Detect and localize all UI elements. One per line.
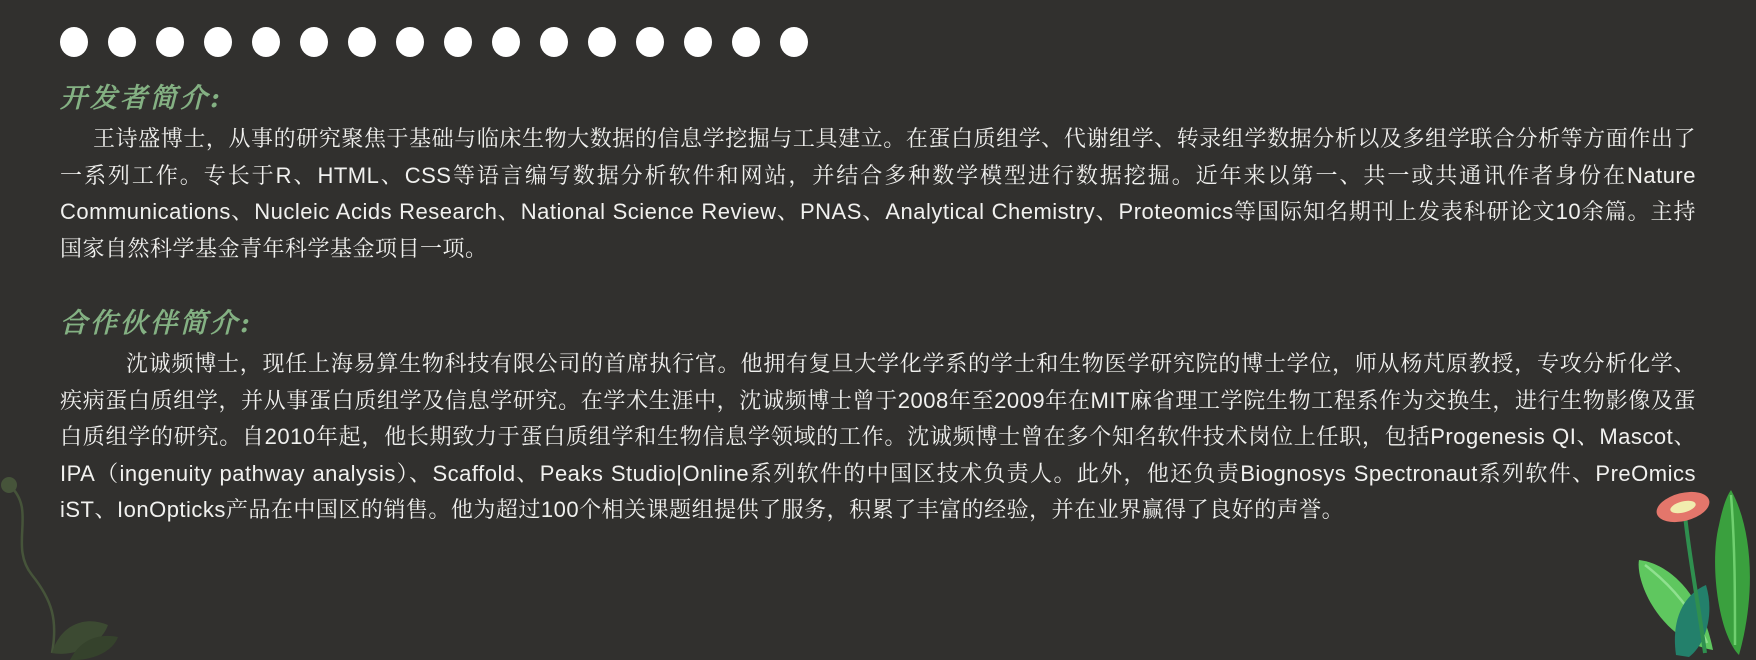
section-heading-partner: 合作伙伴简介: [60,308,253,339]
binder-dot [108,27,136,57]
developer-intro-paragraph: 王诗盛博士，从事的研究聚焦于基础与临床生物大数据的信息学挖掘与工具建立。在蛋白质组学、代谢组学、转录组学数据分析以及多组学联合分析等方面作出了一系列工作。专长于R、HTML、CSS等语言编写数据分析软件和网站，并结合多种数学模型进行数据挖掘。近年来以第一、共一或共通讯作者身份在Nature Communications、Nucleic Acids Research、National Science Review、PNAS、Analytical Chemistry、Proteomics等国际知名期刊上发表科研论文10余篇。主持国家自然科学基金青年科学基金项目一项。 [60,126,1696,261]
partner-intro-paragraph: 沈诚频博士，现任上海易算生物科技有限公司的首席执行官。他拥有复旦大学化学系的学士和生物医学研究院的博士学位，师从杨芃原教授，专攻分析化学、疾病蛋白质组学，并从事蛋白质组学及信息学研究。在学术生涯中，沈诚频博士曾于2008年至2009年在MIT麻省理工学院生物工程系作为交换生，进行生物影像及蛋白质组学的研究。自2010年起，他长期致力于蛋白质组学和生物信息学领域的工作。沈诚频博士曾在多个知名软件技术岗位上任职，包括Progenesis QI、Mascot、IPA（ingenuity pathway analysis）、Scaffold、Peaks Studio|Online系列软件的中国区技术负责人。此外，他还负责Biognosys Spectronaut系列软件、PreOmics iST、IonOpticks产品在中国区的销售。他为超过100个相关课题组提供了服务，积累了丰富的经验，并在业界赢得了良好的声誉。 [60,351,1696,522]
binder-dot [492,27,520,57]
binder-dot [444,27,472,57]
binder-dot [684,27,712,57]
binder-dot [780,27,808,57]
binder-dot [588,27,616,57]
binder-dot [252,27,280,57]
binder-dot [204,27,232,57]
binder-dot [60,27,88,57]
binder-dots [60,0,1696,57]
binder-dot [156,27,184,57]
binder-dot [348,27,376,57]
binder-dot [300,27,328,57]
section-heading-developer: 开发者简介: [60,83,223,114]
binder-dot [636,27,664,57]
binder-dot [732,27,760,57]
binder-dot [396,27,424,57]
binder-dot [540,27,568,57]
